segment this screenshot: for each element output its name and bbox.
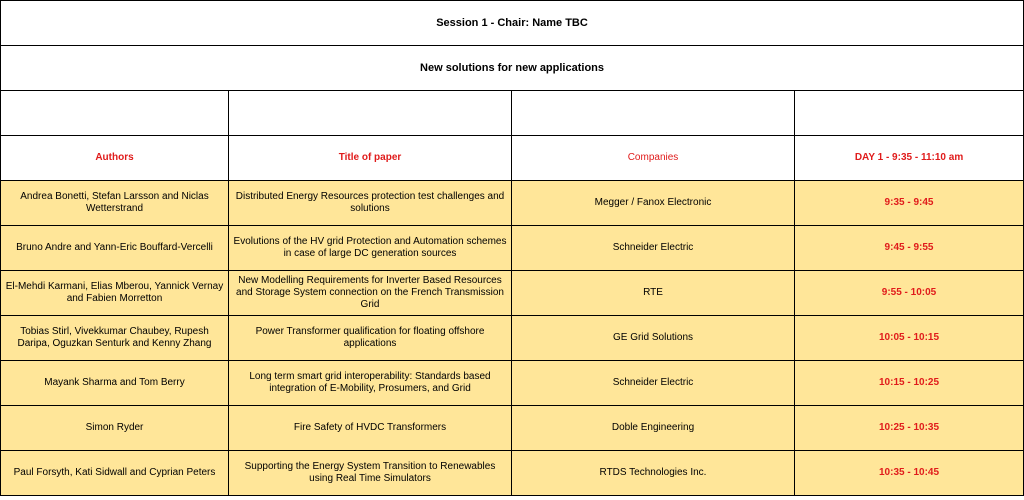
time-cell: 9:45 - 9:55 (795, 226, 1024, 271)
header-time: DAY 1 - 9:35 - 11:10 am (795, 136, 1024, 181)
table-row (1, 451, 1024, 496)
header-row (1, 136, 1024, 181)
time-cell: 10:25 - 10:35 (795, 406, 1024, 451)
authors-cell: Mayank Sharma and Tom Berry (1, 361, 229, 406)
time-cell: 10:35 - 10:45 (795, 451, 1024, 496)
paper-title-cell: Distributed Energy Resources protection test challenges and solutions (229, 181, 512, 226)
authors-cell: Bruno Andre and Yann-Eric Bouffard-Vercelli (1, 226, 229, 271)
table-row (1, 226, 1024, 271)
empty-cell (512, 91, 795, 136)
empty-cell (795, 91, 1024, 136)
company-cell: Schneider Electric (512, 361, 795, 406)
table-row (1, 361, 1024, 406)
session-subtitle-row (1, 46, 1024, 91)
time-cell: 9:55 - 10:05 (795, 271, 1024, 316)
header-authors: Authors (1, 136, 229, 181)
company-cell: Megger / Fanox Electronic (512, 181, 795, 226)
paper-title-cell: Power Transformer qualification for floating offshore applications (229, 316, 512, 361)
company-cell: Schneider Electric (512, 226, 795, 271)
company-cell: RTE (512, 271, 795, 316)
authors-cell: Andrea Bonetti, Stefan Larsson and Niclas Wetterstrand (1, 181, 229, 226)
company-cell: Doble Engineering (512, 406, 795, 451)
session-subtitle: New solutions for new applications (1, 46, 1024, 91)
time-cell: 10:05 - 10:15 (795, 316, 1024, 361)
session-title-row (1, 1, 1024, 46)
spacer-row (1, 91, 1024, 136)
time-cell: 9:35 - 9:45 (795, 181, 1024, 226)
table-row (1, 406, 1024, 451)
company-cell: GE Grid Solutions (512, 316, 795, 361)
paper-title-cell: New Modelling Requirements for Inverter Based Resources and Storage System connection on the French Transmission Grid (229, 271, 512, 316)
paper-title-cell: Evolutions of the HV grid Protection and Automation schemes in case of large DC generation sources (229, 226, 512, 271)
paper-title-cell: Supporting the Energy System Transition to Renewables using Real Time Simulators (229, 451, 512, 496)
authors-cell: Paul Forsyth, Kati Sidwall and Cyprian Peters (1, 451, 229, 496)
empty-cell (1, 91, 229, 136)
empty-cell (229, 91, 512, 136)
authors-cell: Tobias Stirl, Vivekkumar Chaubey, Rupesh Daripa, Oguzkan Senturk and Kenny Zhang (1, 316, 229, 361)
table-row (1, 316, 1024, 361)
company-cell: RTDS Technologies Inc. (512, 451, 795, 496)
paper-title-cell: Long term smart grid interoperability: Standards based integration of E-Mobility, Prosumers, and Grid (229, 361, 512, 406)
header-title: Title of paper (229, 136, 512, 181)
header-companies: Companies (512, 136, 795, 181)
time-cell: 10:15 - 10:25 (795, 361, 1024, 406)
table-row (1, 271, 1024, 316)
authors-cell: El-Mehdi Karmani, Elias Mberou, Yannick Vernay and Fabien Morretton (1, 271, 229, 316)
paper-title-cell: Fire Safety of HVDC Transformers (229, 406, 512, 451)
session-title: Session 1 - Chair: Name TBC (1, 1, 1024, 46)
table-row (1, 181, 1024, 226)
authors-cell: Simon Ryder (1, 406, 229, 451)
